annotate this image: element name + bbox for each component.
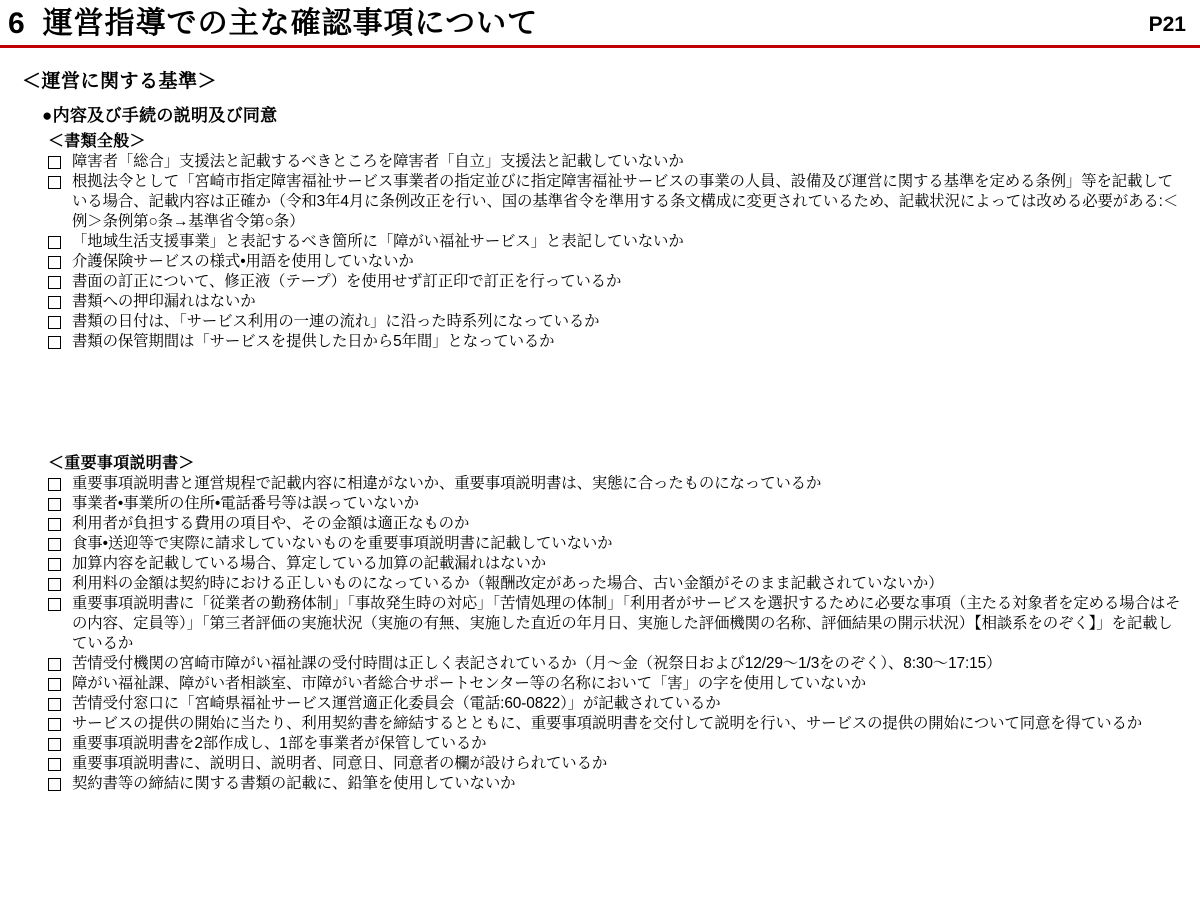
- checkbox-icon[interactable]: [48, 778, 61, 791]
- checkbox-icon[interactable]: [48, 156, 61, 169]
- list-item[interactable]: [0, 312, 1200, 332]
- checkbox-icon[interactable]: [48, 176, 61, 189]
- group-heading-important-matters: ＜重要事項説明書＞: [48, 455, 195, 473]
- checkbox-icon[interactable]: [48, 316, 61, 329]
- checkbox-icon[interactable]: [48, 758, 61, 771]
- list-item[interactable]: [0, 754, 1200, 774]
- checkbox-icon[interactable]: [48, 518, 61, 531]
- list-item[interactable]: [0, 332, 1200, 352]
- subsection-heading: ●内容及び手続の説明及び同意: [42, 106, 278, 125]
- list-item-label: 書類への押印漏れはないか: [72, 293, 256, 311]
- list-item-label: 食事•送迎等で実際に請求していないものを重要事項説明書に記載していないか: [72, 535, 613, 553]
- checkbox-icon[interactable]: [48, 336, 61, 349]
- list-item-label: 「地域生活支援事業」と表記するべき箇所に「障がい福祉サービス」と表記していないか: [72, 233, 684, 251]
- list-item[interactable]: [0, 272, 1200, 292]
- checkbox-icon[interactable]: [48, 558, 61, 571]
- group-heading-general-documents: ＜書類全般＞: [48, 133, 146, 150]
- list-item-label: 苦情受付窓口に「宮崎県福祉サービス運営適正化委員会（電話:60-0822）」が記載されているか: [72, 695, 721, 713]
- checkbox-icon[interactable]: [48, 276, 61, 289]
- header-divider-rule: [0, 45, 1200, 48]
- header-section-number: 6: [8, 7, 25, 40]
- list-item[interactable]: [0, 594, 1200, 654]
- list-item-label: 利用者が負担する費用の項目や、その金額は適正なものか: [72, 515, 470, 533]
- list-item-label: 障がい福祉課、障がい者相談室、市障がい者総合サポートセンター等の名称において「害」の字を使用していないか: [72, 675, 867, 693]
- list-item[interactable]: [0, 232, 1200, 252]
- list-item[interactable]: [0, 674, 1200, 694]
- checkbox-icon[interactable]: [48, 738, 61, 751]
- list-item[interactable]: [0, 694, 1200, 714]
- page-body: [0, 48, 1200, 794]
- checkbox-icon[interactable]: [48, 578, 61, 591]
- list-item[interactable]: [0, 514, 1200, 534]
- list-item-label: 障害者「総合」支援法と記載するべきところを障害者「自立」支援法と記載していないか: [72, 153, 684, 170]
- checkbox-icon[interactable]: [48, 718, 61, 731]
- list-item-label: 苦情受付機関の宮崎市障がい福祉課の受付時間は正しく表記されているか（月～金（祝祭日および12/29～1/3をのぞく）、8:30～17:15）: [72, 655, 1002, 673]
- list-item[interactable]: [0, 252, 1200, 272]
- checkbox-icon[interactable]: [48, 678, 61, 691]
- section-heading: ＜運営に関する基準＞: [22, 71, 218, 92]
- checkbox-icon[interactable]: [48, 498, 61, 511]
- list-item-label: 介護保険サービスの様式•用語を使用していないか: [72, 253, 414, 271]
- list-item[interactable]: [0, 574, 1200, 594]
- checklist-important-matters: [0, 474, 1200, 794]
- checkbox-icon[interactable]: [48, 658, 61, 671]
- list-item[interactable]: [0, 654, 1200, 674]
- page-header: [0, 0, 1200, 48]
- list-item-label: サービスの提供の開始に当たり、利用契約書を締結するとともに、重要事項説明書を交付して説明を行い、サービスの提供の開始について同意を得ているか: [72, 715, 1143, 733]
- list-item[interactable]: [0, 172, 1200, 232]
- list-item-label: 事業者•事業所の住所•電話番号等は誤っていないか: [72, 495, 419, 513]
- checklist-general-documents: [0, 152, 1200, 352]
- list-item-label: 加算内容を記載している場合、算定している加算の記載漏れはないか: [72, 555, 547, 573]
- list-item-label: 書面の訂正について、修正液（テープ）を使用せず訂正印で訂正を行っているか: [72, 273, 622, 291]
- checkbox-icon[interactable]: [48, 296, 61, 309]
- list-item[interactable]: [0, 292, 1200, 312]
- list-item[interactable]: [0, 534, 1200, 554]
- list-item[interactable]: [0, 714, 1200, 734]
- list-item-label: 書類の保管期間は「サービスを提供した日から5年間」となっているか: [72, 333, 555, 351]
- list-item-label: 利用料の金額は契約時における正しいものになっているか（報酬改定があった場合、古い金額がそのまま記載されていないか）: [72, 575, 944, 593]
- list-item[interactable]: [0, 734, 1200, 754]
- list-item-label: 重要事項説明書と運営規程で記載内容に相違がないか、重要事項説明書は、実態に合ったものになっているか: [72, 475, 822, 493]
- list-item-label: 書類の日付は、「サービス利用の一連の流れ」に沿った時系列になっているか: [72, 313, 600, 331]
- list-item[interactable]: [0, 774, 1200, 794]
- vertical-spacer: [0, 352, 1200, 448]
- checkbox-icon[interactable]: [48, 256, 61, 269]
- page-title: 運営指導での主な確認事項について: [42, 7, 539, 40]
- list-item[interactable]: [0, 554, 1200, 574]
- list-item-label: 根拠法令として「宮崎市指定障害福祉サービス事業者の指定並びに指定障害福祉サービスの事業の人員、設備及び運営に関する基準を定める条例」等を記載している場合、記載内容は正確か（令和3年4月に条例改正を行い、国の基準省令を準用する条文構成に変更されているため、記載状況によっては改める必要がある:＜例＞条例第○条→基準省令第○条）: [72, 173, 1179, 231]
- checkbox-icon[interactable]: [48, 698, 61, 711]
- page-number-label: P21: [1148, 12, 1186, 36]
- list-item-label: 契約書等の締結に関する書類の記載に、鉛筆を使用していないか: [72, 775, 516, 793]
- checkbox-icon[interactable]: [48, 598, 61, 611]
- checkbox-icon[interactable]: [48, 478, 61, 491]
- list-item-label: 重要事項説明書に「従業者の勤務体制」「事故発生時の対応」「苦情処理の体制」「利用者がサービスを選択するために必要な事項（主たる対象者を定める場合はその内容、定員等）」「第三者評価の実施状況（実施の有無、実施した直近の年月日、実施した評価機関の名称、評価結果の開示状況）【相談系をのぞく】」を記載しているか: [72, 595, 1181, 653]
- checkbox-icon[interactable]: [48, 236, 61, 249]
- list-item[interactable]: [0, 474, 1200, 494]
- list-item-label: 重要事項説明書に、説明日、説明者、同意日、同意者の欄が設けられているか: [72, 755, 608, 773]
- checkbox-icon[interactable]: [48, 538, 61, 551]
- list-item[interactable]: [0, 494, 1200, 514]
- list-item-label: 重要事項説明書を2部作成し、1部を事業者が保管しているか: [72, 735, 487, 753]
- list-item[interactable]: [0, 152, 1200, 172]
